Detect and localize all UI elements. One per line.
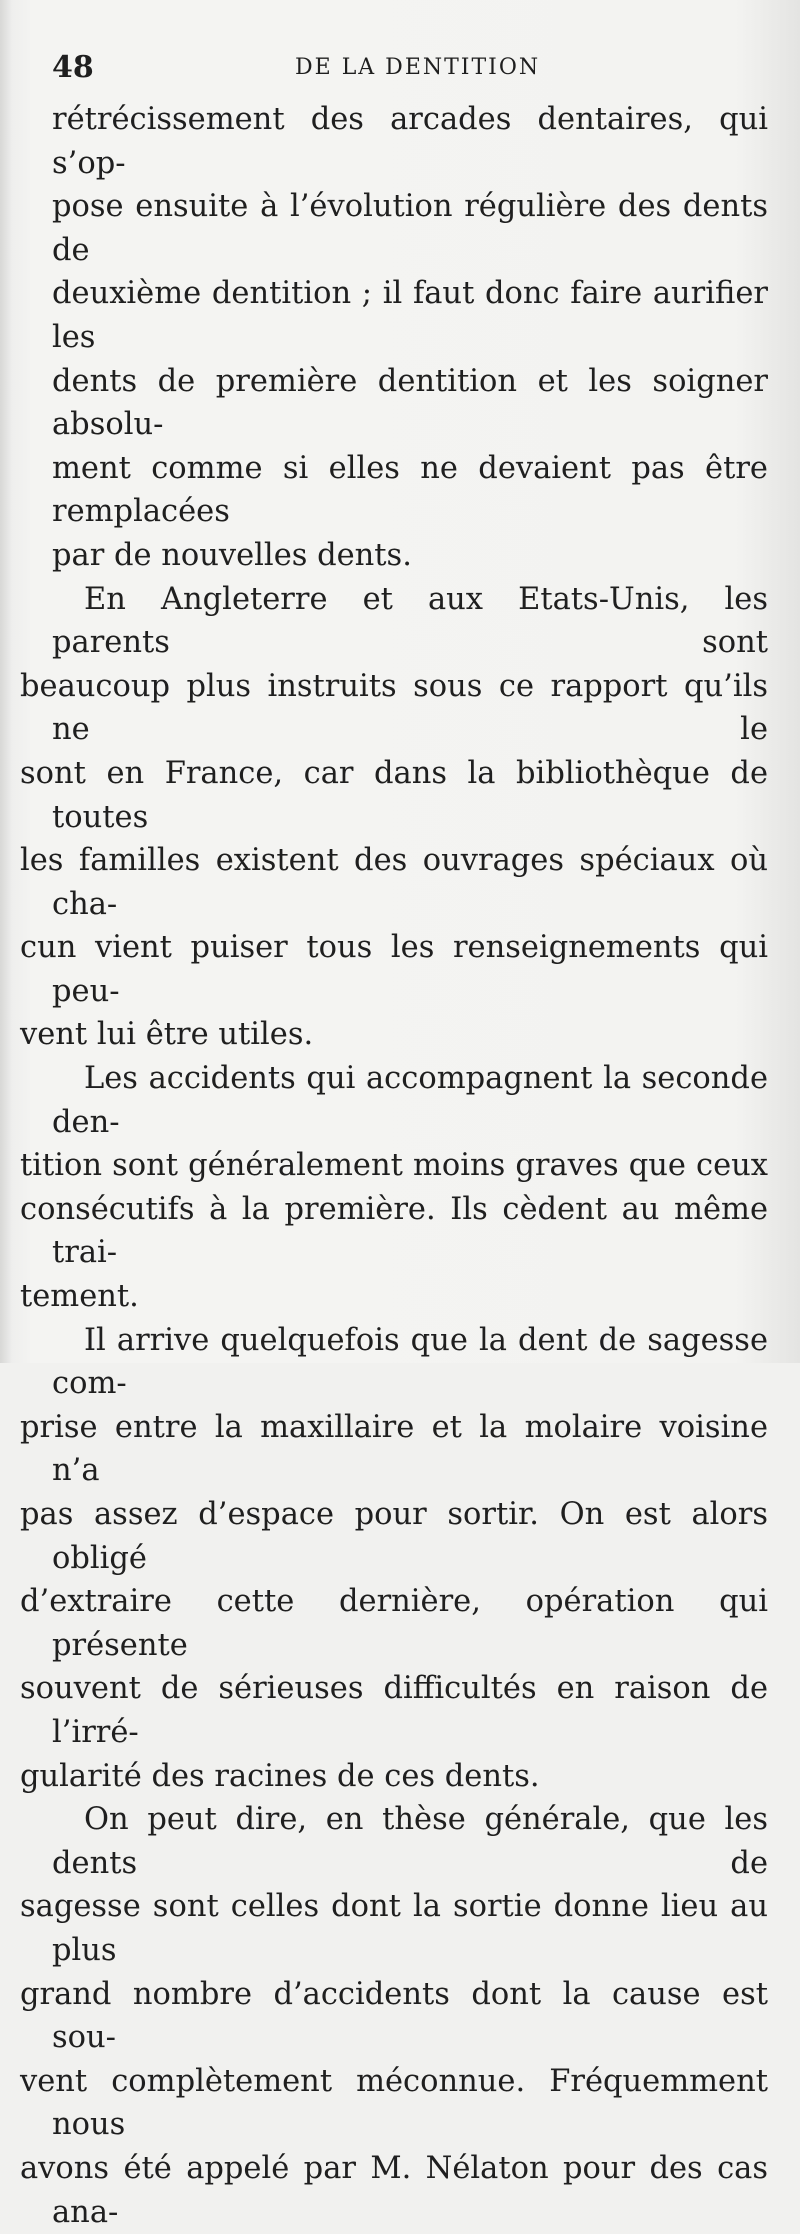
gutter-shadow: [0, 0, 12, 1363]
page-number: 48: [52, 50, 94, 85]
text-line: grand nombre d’accidents dont la cause est sou-: [20, 1976, 768, 2056]
text-line: En Angleterre et aux Etats-Unis, les parents sont: [52, 581, 768, 661]
text-line: Il arrive quelquefois que la dent de sagesse com-: [52, 1322, 768, 1402]
paragraph-5: [20, 1798, 768, 2234]
paragraph-3: [20, 1057, 768, 1319]
text-line: On peut dire, en thèse générale, que les dents de: [52, 1802, 768, 1881]
text-line: avons été appelé par M. Nélaton pour des cas ana-: [20, 2150, 768, 2230]
text-line: tement.: [20, 1279, 139, 1315]
text-line: dents de première dentition et les soigner absolu-: [52, 363, 768, 443]
text-line: cun vient puiser tous les renseignements qui peu-: [20, 930, 768, 1009]
text-line: consécutifs à la première. Ils cèdent au même trai-: [20, 1191, 768, 1271]
text-line: deuxième dentition ; il faut donc faire aurifier les: [52, 276, 768, 355]
text-line: tition sont généralement moins graves que ceux: [20, 1148, 768, 1184]
text-line: ment comme si elles ne devaient pas être remplacées: [52, 450, 768, 530]
text-line: beaucoup plus instruits sous ce rapport qu’ils ne le: [20, 668, 768, 748]
paragraph-4: [20, 1319, 768, 1799]
text-line: souvent de sérieuses difficultés en raison de l’irré-: [20, 1671, 768, 1750]
text-line: vent complètement méconnue. Fréquemment nous: [20, 2063, 768, 2143]
text-line: Les accidents qui accompagnent la seconde den-: [52, 1061, 768, 1140]
text-line: prise entre la maxillaire et la molaire voisine n’a: [20, 1409, 768, 1489]
text-line: les familles existent des ouvrages spéciaux où cha-: [20, 843, 768, 922]
text-line: rétrécissement des arcades dentaires, qui s’op-: [52, 102, 768, 181]
paragraph-2: [20, 578, 768, 1058]
text-line: d’extraire cette dernière, opération qui présente: [20, 1584, 768, 1663]
text-line: gularité des racines de ces dents.: [20, 1758, 540, 1794]
text-line: pose ensuite à l’évolution régulière des dents de: [52, 189, 768, 268]
text-line: par de nouvelles dents.: [52, 537, 412, 573]
text-line: pas assez d’espace pour sortir. On est alors obligé: [20, 1497, 768, 1576]
paragraph-1: [52, 98, 768, 578]
text-line: vent lui être utiles.: [20, 1017, 314, 1053]
text-line: sagesse sont celles dont la sortie donne lieu au plus: [20, 1889, 768, 1968]
running-head: [52, 48, 772, 88]
text-line: sont en France, car dans la bibliothèque de toutes: [20, 755, 768, 835]
running-title: DE LA DENTITION: [295, 55, 541, 80]
body-text: [20, 98, 768, 2234]
